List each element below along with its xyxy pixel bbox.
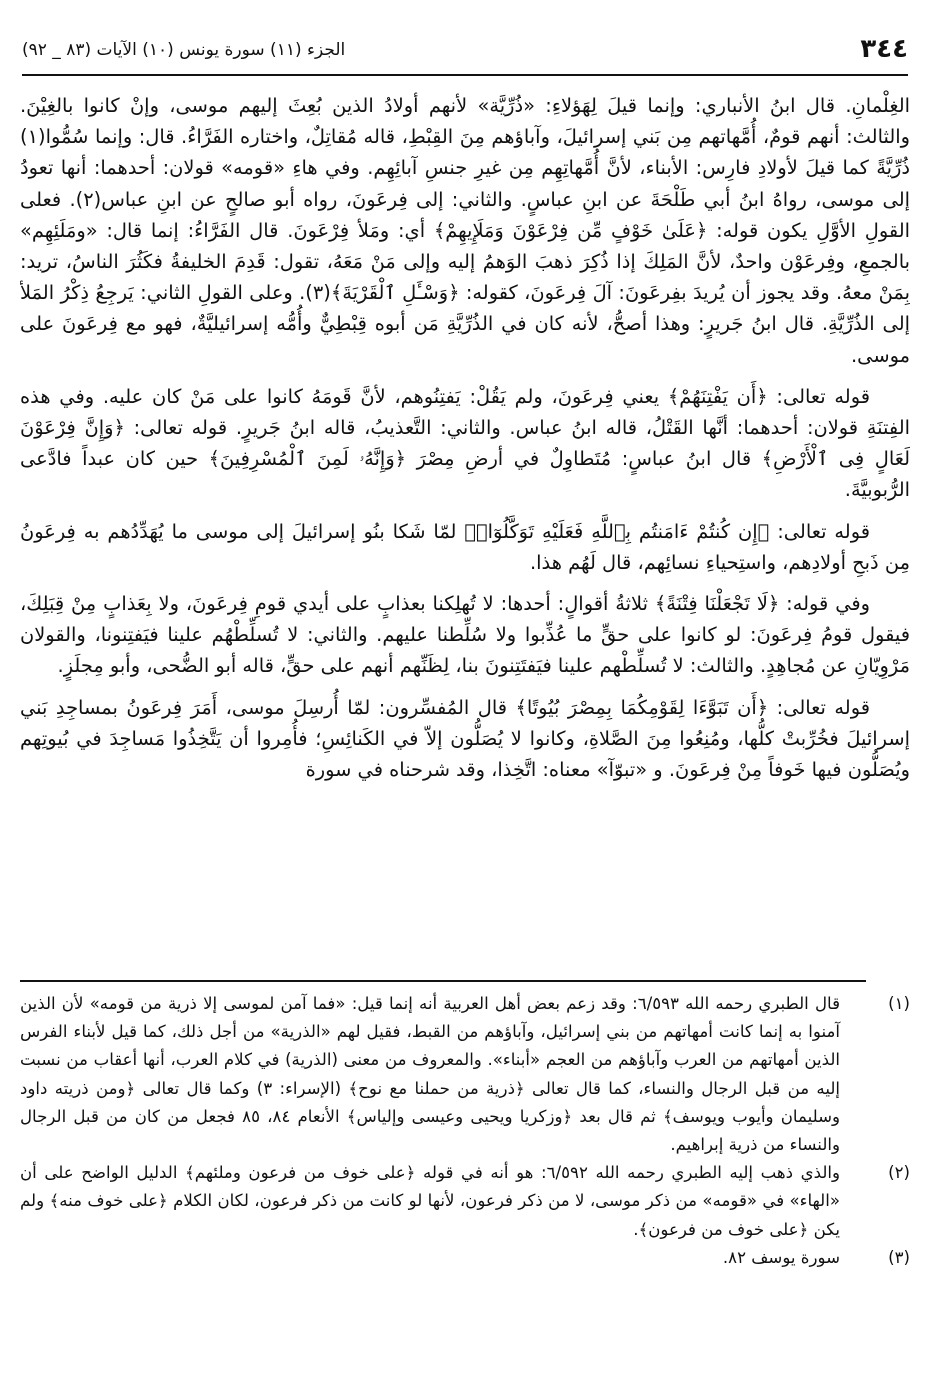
- footnote: [20, 1159, 910, 1244]
- paragraph: قوله تعالى: ﴿أَن تَبَوَّءَا لِقَوْمِكُمَا بِمِصْرَ بُيُوتًا﴾ قال المُفسِّرون: لمّا أُرسِلَ موسى، أَمَرَ فِرعَونُ بمساجِدِ بَني إسرائيلَ فخُرِّبتْ كلُّها، ومُنِعُوا مِنَ الصَّلاةِ، وكانوا لا يُصَلُّون إلاّ في الكَنائِسِ؛ فأُمِروا أن يَتَّخِذُوا مَساجِدَ في بُيوتِهم ويُصَلُّون فيها خَوفاً مِنْ فِرعَونَ. و «تبوّآ» معناه: اتَّخِذا، وقد شرحناه في سورة: [20, 695, 910, 782]
- page-header: [22, 30, 908, 74]
- footnote: [20, 1244, 910, 1272]
- footnote-number: (١): [888, 994, 910, 1013]
- footnote-number: (٢): [888, 1163, 910, 1183]
- paragraph: وفي قوله: ﴿لَا تَجْعَلْنَا فِتْنَةً﴾ ثلاثةُ أقوالٍ: أحدها: لا تُهلِكنا بعذابٍ على أيدي قومِ فِرعَونَ، ولا بِعَذابٍ مِنْ قِبَلِكَ، فيقول قومُ فِرعَونَ: لو كانوا على حقٍّ ما عُذِّبوا ولا سُلِّطنا عليهم. والثاني: لا تُسلِّطْهُم علينا فيَفتِنونا، والقولان مَرْوِيّانِ عن مُجاهِدٍ. والثالث: لا تُسلِّطْهم علينا فيَفتَتِنونَ بنا، لِظَنِّهم أنهم على حقٍّ، قاله أبو الضُّحى، وأبو مِجلَزٍ.: [20, 592, 910, 678]
- footnote: [20, 990, 910, 1159]
- paragraph: قوله تعالى: ﴿أَن يَفْتِنَهُمْ﴾ يعني فِرعَونَ، ولم يَقُلْ: يَفتِنُوهم، لأنَّ قَومَهُ كانوا على مَنْ كان عليه. وفي هذه الفِتنَةِ قولان: أحدهما: أنَّها القَتْلُ، قاله ابنُ عباس. والثاني: التَّعذيبُ، قاله ابنُ جَريرٍ. قوله تعالى: ﴿وَإِنَّ فِرْعَوْنَ لَعَالٍ فِى ٱلْأَرْضِ﴾ قال ابنُ عباسٍ: مُتَطاوِلٌ في أرضِ مِصْرَ ﴿وَإِنَّهُۥ لَمِنَ ٱلْمُسْرِفِينَ﴾ حين كان عبداً فادَّعى الرُّبوبيَّةَ.: [20, 384, 910, 502]
- footnotes: [20, 990, 910, 1290]
- footnote-divider: [20, 980, 866, 982]
- paragraph: قوله تعالى: ﴿إِن كُنتُمْ ءَامَنتُم بِٱللَّهِ فَعَلَيْهِ تَوَكَّلُوٓا۟﴾ لمّا شَكا بنُو إسرائيلَ إلى موسى ما يُهَدِّدُهم به فِرعَونُ مِن ذَبحِ أولادِهم، واستِحياءِ نسائِهم، قال لَهُم هذا.: [20, 519, 910, 574]
- main-text: [20, 90, 910, 970]
- header-divider: [22, 74, 908, 76]
- footnote-text: والذي ذهب إليه الطبري رحمه الله ٦/٥٩٢: هو أنه في قوله ﴿على خوف من فرعون وملئهم﴾ الدليل الواضح على أن «الهاء» في «قومه» من ذكر موسى، لا من ذكر فرعون، لأنها لو كانت من ذكر فرعون، لكان الكلام ﴿على خوف منه﴾ ولم يكن ﴿على خوف من فرعون﴾.: [20, 1163, 840, 1239]
- footnote-text: قال الطبري رحمه الله ٦/٥٩٣: وقد زعم بعض أهل العربية أنه إنما قيل: «فما آمن لموسى إلا ذرية من قومه» لأن الذين آمنوا به إنما كانت أمهاتهم من بني إسرائيل، وآباؤهم من القبط، فقيل لهم «الذرية» من أجل ذلك، كما قيل لأبناء الفرس الذين أمهاتهم من العرب وآباؤهم من العجم «أبناء». والمعروف من معنى (الذرية) في كلام العرب، أنها أعقاب من نسبت إليه من قبل الرجال والنساء، كما قال تعالى ﴿ذرية من حملنا مع نوح﴾ (الإسراء: ٣) وكما قال تعالى ﴿ومن ذريته داود وسليمان وأيوب ويوسف﴾ ثم قال بعد ﴿وزكريا ويحيى وعيسى وإلياس﴾ الأنعام ٨٤، ٨٥ فجعل من كان من قبل الرجال والنساء من ذرية إبراهيم.: [20, 994, 840, 1155]
- page-number: ٣٤٤: [860, 34, 908, 64]
- footnote-number: (٣): [888, 1247, 910, 1267]
- footnote-text: سورة يوسف ٨٢.: [722, 1247, 840, 1267]
- paragraph: الغِلْمانِ. قال ابنُ الأنباري: وإنما قيلَ لِهَؤلاءِ: «ذُرِّيَّة» لأنهم أولادُ الذين بُعِثَ إليهم موسى، وإنْ كانوا بالغِيْنَ. والثالث: أنهم قومٌ، أُمَّهاتهم مِن بَني إسرائيلَ، وآباؤهم مِنَ القِبْطِ، قاله مُقاتِلٌ، واختاره الفَرَّاءُ. قال: وإنما سُمُّوا(١) ذُرِّيَّةً كما قيلَ لأولادِ فارِس: الأبناء، لأنَّ أُمَّهاتِهِم مِن غيرِ جنسِ آبائِهِم. وفي هاءِ «قومه» قولان: أحدهما: أنها تعودُ إلى موسى، رواهُ ابنُ أبي طَلْحَةَ عن ابنِ عباسٍ. والثاني: إلى فِرعَونَ، رواه أبو صالحٍ عن ابنِ عباس(٢). فعلى القولِ الأوَّلِ يكون قوله: ﴿عَلَىٰ خَوْفٍ مِّن فِرْعَوْنَ وَمَلَإِيهِمْ﴾ أي: ومَلأ فِرْعَونَ. قال الفَرَّاءُ: إنما قال: «ومَلَئِهِم» بالجمعِ، وفِرعَوْن واحدٌ، لأنَّ المَلِكَ إذا ذُكِرَ ذهبَ الوَهمُ إليه وإلى مَنْ مَعَهُ، تقول: قَدِمَ الخليفةُ فكَثُرَ الناسُ، تريد: بِمَنْ معهُ. وقد يجوز أن يُريدَ بفِرعَونَ: آلَ فِرعَونَ، كقوله: ﴿وَسْـَٔلِ ٱلْقَرْيَةَ﴾(٣). وعلى القولِ الثاني: يَرجِعُ ذِكْرُ المَلأ إلى الذُرِّيَّةِ. قال ابنُ جَريرٍ: وهذا أصحُّ، لأنه كان في الذُرِّيَّةِ مَن أبوه قِبْطِيٌّ وأُمُّه إسرائيليَّةٌ، فهو مع فِرعَونَ على موسى.: [20, 94, 910, 367]
- running-title: الجزء (١١) سورة يونس (١٠) الآيات (٨٣ _ ٩٢): [22, 40, 346, 60]
